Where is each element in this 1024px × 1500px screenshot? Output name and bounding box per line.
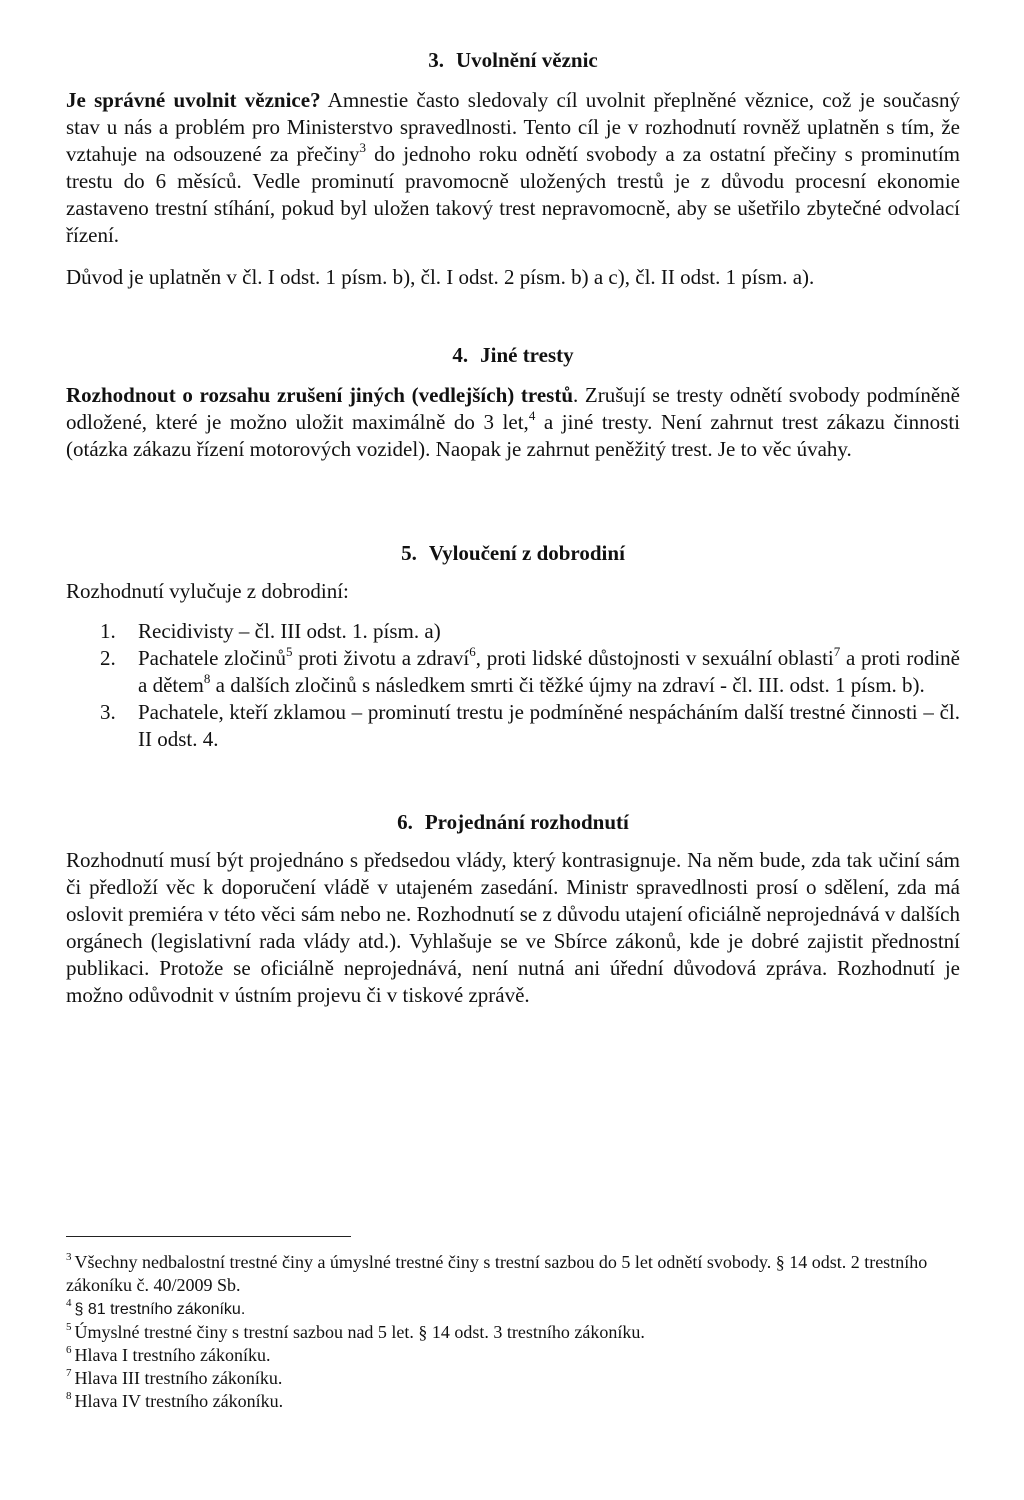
list-item-number: 1. (100, 619, 116, 643)
footnote-number: 3 (66, 1251, 72, 1263)
section-5-title: Vyloučení z dobrodiní (428, 541, 625, 565)
footnote (66, 1344, 960, 1367)
footnote-number: 5 (66, 1321, 72, 1333)
footnote-text: § 81 trestního zákoníku. (74, 1301, 246, 1318)
section-3-title: Uvolnění věznic (456, 48, 598, 72)
section-3-number: 3. (428, 48, 444, 72)
section-5-number: 5. (401, 541, 417, 565)
footnote-text: Úmyslné trestné činy s trestní sazbou nad 5 let. § 14 odst. 3 trestního zákoníku. (74, 1322, 645, 1342)
footnotes (66, 1251, 960, 1413)
section-6-heading (66, 808, 960, 836)
list-item (66, 618, 960, 645)
footnote-number: 4 (66, 1297, 72, 1309)
exclusion-list (66, 618, 960, 753)
footnote-text: Hlava IV trestního zákoníku. (74, 1391, 284, 1411)
section-3-heading (66, 46, 960, 74)
list-item (66, 645, 960, 699)
list-item-number: 3. (100, 700, 116, 724)
section-4-lead: Rozhodnout o rozsahu zrušení jiných (vedlejších) trestů (66, 383, 574, 407)
list-item-text: Pachatele, kteří zklamou – prominutí trestu je podmíněné nespácháním další trestné činnosti – čl. II odst. 4. (138, 700, 960, 751)
footnote (66, 1321, 960, 1344)
footnote-ref-6: 6 (469, 644, 476, 659)
footnote (66, 1367, 960, 1390)
footnote-ref-4: 4 (528, 408, 536, 423)
footnote-ref-7: 7 (833, 644, 841, 659)
section-4-title: Jiné tresty (480, 343, 574, 367)
section-4-text-1: . Zrušují se tresty odnětí svobody podmíněně odložené, které je možno uložit maximálně do 3 let, (66, 383, 960, 434)
footnote-text: Všechny nedbalostní trestné činy a úmyslné trestné činy s trestní sazbou do 5 let odnětí svobody. § 14 odst. 2 trestního zákoníku č. 40/2009 Sb. (66, 1252, 928, 1295)
list-item-number: 2. (100, 646, 116, 670)
footnote-divider (66, 1236, 351, 1237)
section-5-intro: Rozhodnutí vylučuje z dobrodiní: (66, 579, 349, 603)
list-item-text-d: a proti rodině a dětem (138, 646, 961, 697)
footnote-ref-8: 8 (203, 671, 211, 686)
footnote-number: 7 (66, 1367, 72, 1379)
section-3-reason: Důvod je uplatněn v čl. I odst. 1 písm. b), čl. I odst. 2 písm. b) a c), čl. II odst. 1 písm. a). (66, 265, 815, 289)
section-5-heading (66, 539, 960, 567)
section-3-paragraph (66, 87, 960, 249)
section-3-lead: Je správné uvolnit věznice? (66, 88, 321, 112)
footnote-number: 8 (66, 1390, 72, 1402)
list-item-text-a: Pachatele zločinů (138, 646, 286, 670)
footnote-text: Hlava III trestního zákoníku. (74, 1368, 283, 1388)
section-4-paragraph (66, 382, 960, 463)
footnote (66, 1390, 960, 1413)
footnote-text: Hlava I trestního zákoníku. (74, 1345, 271, 1365)
section-6-title: Projednání rozhodnutí (424, 810, 629, 834)
footnote-number: 6 (66, 1344, 72, 1356)
footnote-ref-3: 3 (359, 140, 367, 155)
section-6-number: 6. (397, 810, 413, 834)
footnote (66, 1251, 960, 1297)
section-4-heading (66, 341, 960, 369)
list-item-text-c: , proti lidské důstojnosti v sexuální oblasti (475, 646, 834, 670)
footnote-ref-5: 5 (285, 644, 293, 659)
list-item-text-e: a dalších zločinů s následkem smrti či těžké újmy na zdraví - čl. III. odst. 1 písm. b). (210, 673, 925, 697)
section-3-text-1: Amnestie často sledovaly cíl uvolnit přeplněné věznice, což je současný stav u nás a problém pro Ministerstvo spravedlnosti. Tento cíl je v rozhodnutí rovněž uplatněn s tím, že vztahuje na odsouzené za přečiny (66, 88, 961, 166)
section-4-text-2: a jiné tresty. Není zahrnut trest zákazu činnosti (otázka zákazu řízení motorových vozidel). Naopak je zahrnut peněžitý trest. Je to věc úvahy. (66, 410, 960, 461)
list-item-text-b: proti životu a zdraví (292, 646, 470, 670)
section-4-number: 4. (452, 343, 469, 367)
footnote (66, 1297, 960, 1321)
list-item-text: Recidivisty – čl. III odst. 1. písm. a) (138, 619, 441, 643)
section-3-text-2: do jednoho roku odnětí svobody a za ostatní přečiny s prominutím trestu do 6 měsíců. Vedle prominutí pravomocně uložených trestů je z důvodu procesní ekonomie zastaveno trestní stíhání, pokud byl uložen takový trest nepravomocně, aby se ušetřilo zbytečné odvolací řízení. (66, 142, 961, 247)
section-6-paragraph: Rozhodnutí musí být projednáno s předsedou vlády, který kontrasignuje. Na něm bude, zda tak učiní sám či předloží věc k doporučení vládě v utajeném zasedání. Ministr spravedlnosti prosí o sdělení, zda má oslovit premiéra v této věci sám nebo ne. Rozhodnutí se z důvodu utajení oficiálně neprojednává v dalších orgánech (legislativní rada vlády atd.). Vyhlašuje se ve Sbírce zákonů, kde je dobré zajistit přednostní publikaci. Protože se oficiálně neprojednává, není nutná ani úřední důvodová zpráva. Rozhodnutí je možno odůvodnit v ústním projevu či v tiskové zprávě. (66, 848, 960, 1007)
list-item (66, 699, 960, 753)
